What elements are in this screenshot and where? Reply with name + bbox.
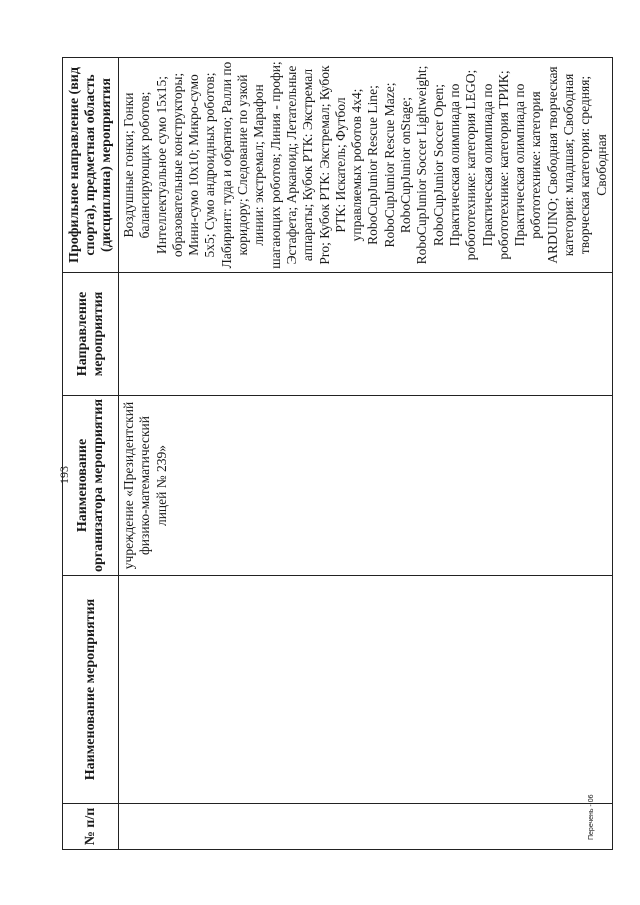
footer-label: Перечень - 06 <box>588 794 595 840</box>
table-header-row <box>63 58 119 850</box>
header-profile: Профильное направление (вид спорта), предметная область (дисциплина) мероприятия <box>63 58 119 273</box>
cell-num <box>119 804 613 850</box>
header-organizer: Наименование организатора мероприятия <box>63 396 119 576</box>
cell-profile: Воздушные гонки; Гонки балансирующих роботов; Интеллектуальное сумо 15х15; образовательные конструкторы; Мини-сумо 10х10; Микро-сумо 5х5; Сумо андроидных роботов; Лабиринт: туда и обратно; Ралли по коридору; Следование по узкой линии: экстремал; Марафон шагающих роботов; Линия - профи; Эстафета; Арканоид; Летательные аппараты; Кубок РТК: Экстремал Pro; Кубок РТК: Экстремал; Кубок РТК: Искатель; Футбол управляемых роботов 4х4; RoboCupJunior Rescue Line; RoboCupJunior Rescue Maze; RoboCupJunior onStage; RoboCupJunior Soccer Lightweight; RoboCupJunior Soccer Open; Практическая олимпиада по робототехнике: категория LEGO; Практическая олимпиада по робототехнике: категория ТРИК; Практическая олимпиада по робототехнике: категория ARDUINO; Свободная творческая категория: младшая; Свободная творческая категория: средняя; Свободная <box>119 58 613 273</box>
cell-event-name <box>119 576 613 804</box>
table-row <box>119 58 613 850</box>
cell-direction <box>119 273 613 396</box>
page-number: 193 <box>57 466 71 484</box>
header-event-name: Наименование мероприятия <box>63 576 119 804</box>
cell-organizer: учреждение «Президентский физико-математический лицей № 239» <box>119 396 613 576</box>
header-num: № п/п <box>63 804 119 850</box>
header-direction: Направление мероприятия <box>63 273 119 396</box>
